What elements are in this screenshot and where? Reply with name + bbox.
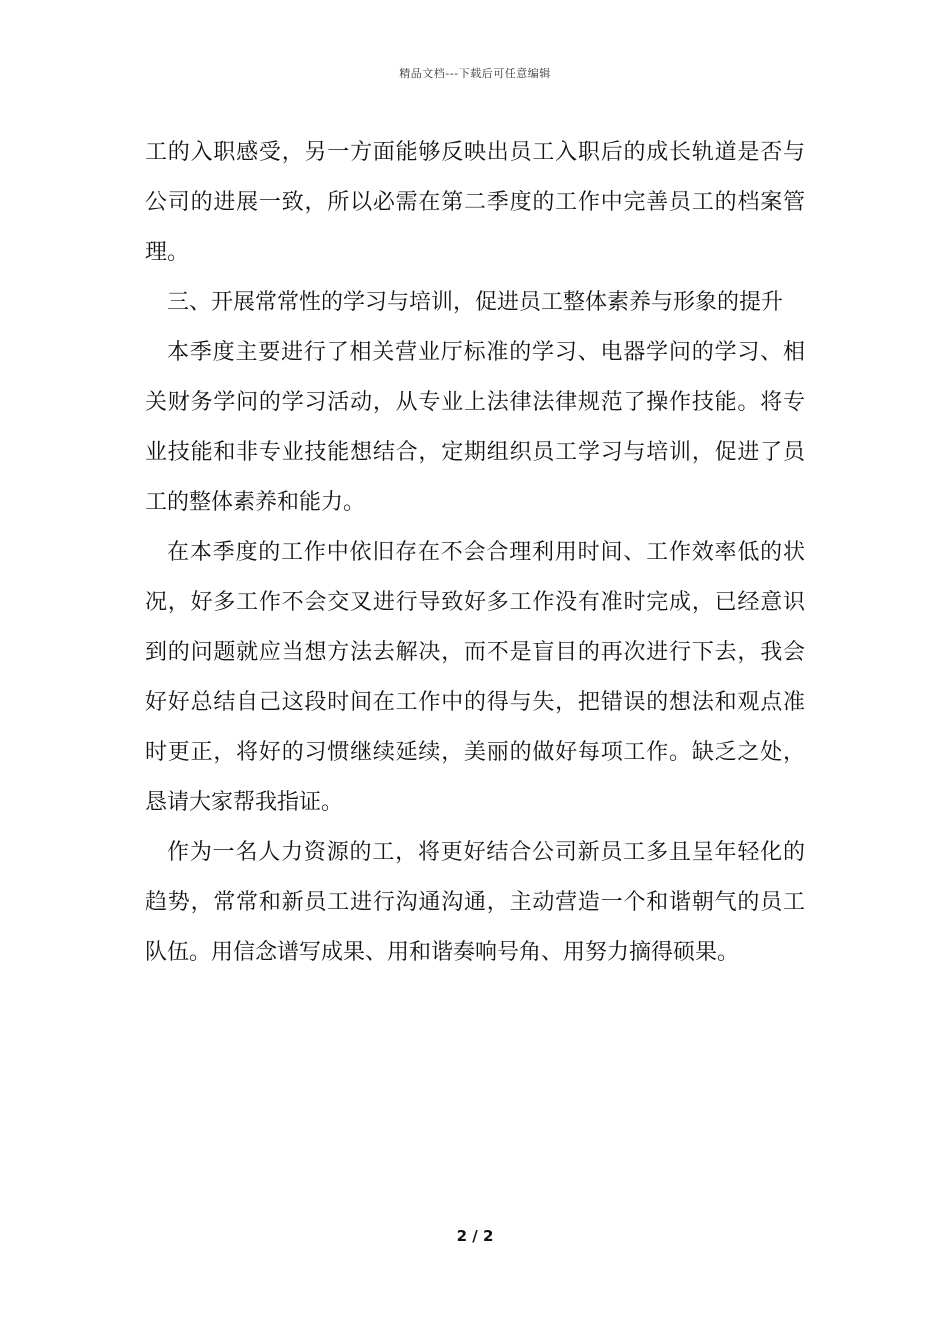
- page-header: 精品文档---下载后可任意编辑: [399, 67, 551, 80]
- section-heading: [145, 278, 805, 328]
- text-line: 关财务学问的学习活动，从专业上法律法律规范了操作技能。将专: [145, 390, 805, 415]
- text-line: 况，好多工作不会交叉进行导致好多工作没有准时完成，已经意识: [145, 590, 805, 615]
- text-line: 公司的进展一致，所以必需在第二季度的工作中完善员工的档案管: [145, 190, 805, 215]
- document-body: [145, 128, 805, 978]
- text-line: 业技能和非专业技能想结合，定期组织员工学习与培训，促进了员: [145, 440, 805, 465]
- text-line: 工的整体素养和能力。: [145, 490, 366, 515]
- text-line: 本季度主要进行了相关营业厅标准的学习、电器学问的学习、相: [167, 340, 805, 365]
- text-line: 好好总结自己这段时间在工作中的得与失，把错误的想法和观点准: [145, 690, 805, 715]
- text-line: 趋势，常常和新员工进行沟通沟通，主动营造一个和谐朝气的员工: [145, 890, 805, 915]
- text-line: 理。: [145, 240, 190, 265]
- text-line: 到的问题就应当想方法去解决，而不是盲目的再次进行下去，我会: [145, 640, 805, 665]
- paragraph-4: [145, 828, 805, 978]
- paragraph-3: [145, 528, 805, 828]
- text-line: 在本季度的工作中依旧存在不会合理利用时间、工作效率低的状: [167, 540, 805, 565]
- text-line: 三、开展常常性的学习与培训，促进员工整体素养与形象的提升: [167, 290, 784, 315]
- page-number: 2 / 2: [456, 1227, 494, 1245]
- paragraph-1: [145, 128, 805, 278]
- text-line: 工的入职感受，另一方面能够反映出员工入职后的成长轨道是否与: [145, 140, 805, 165]
- text-line: 作为一名人力资源的工，将更好结合公司新员工多且呈年轻化的: [167, 840, 805, 865]
- text-line: 时更正，将好的习惯继续延续，美丽的做好每项工作。缺乏之处，: [145, 740, 805, 765]
- text-line: 队伍。用信念谱写成果、用和谐奏响号角、用努力摘得硕果。: [145, 940, 740, 965]
- text-line: 恳请大家帮我指证。: [145, 790, 344, 815]
- paragraph-2: [145, 328, 805, 528]
